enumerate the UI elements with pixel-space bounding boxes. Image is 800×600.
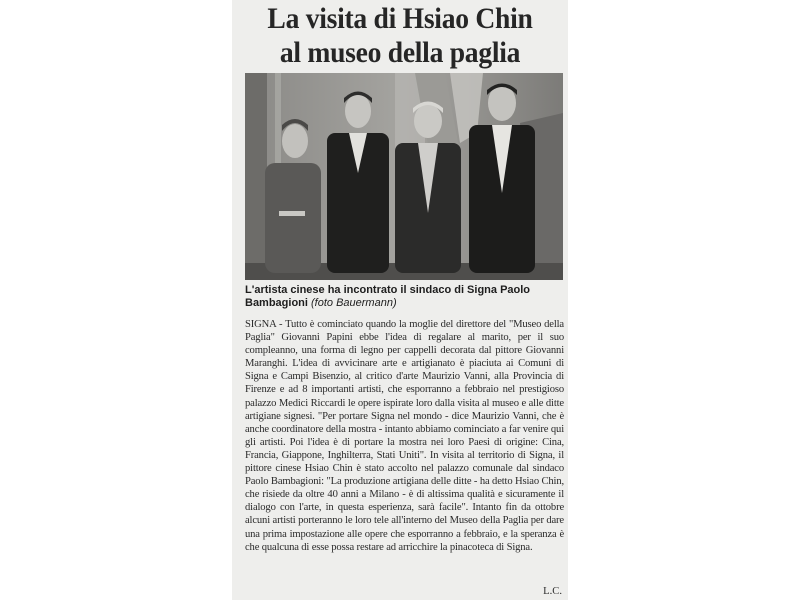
group-photo-four-men-icon — [245, 73, 563, 280]
group-photo — [245, 73, 563, 280]
author-initials: L.C. — [543, 586, 562, 597]
caption-text: L'artista cinese ha incontrato il sindaco di Signa Paolo Bambagioni — [245, 284, 531, 309]
headline-line-1: La visita di Hsiao Chin — [267, 2, 533, 35]
newspaper-clipping — [232, 0, 568, 600]
headline — [245, 2, 554, 70]
photo-credit: (foto Bauermann) — [311, 297, 397, 309]
photo-caption — [245, 284, 565, 310]
headline-line-2: al museo della paglia — [279, 36, 521, 69]
article-body: SIGNA - Tutto è cominciato quando la moglie del direttore del "Museo della Paglia" Giovanni Papini ebbe l'idea di regalare al marito, per il suo compleanno, una forma di legno per cappelli decorata dal pittore Giovanni Maranghi. L'idea di avvicinare arte e artigianato è piaciuta ai Comuni di Signa e Campi Bisenzio, al critico d'arte Maurizio Vanni, alla Provincia di Firenze e ad 8 importanti artisti, che esporranno a febbraio nel prestigioso palazzo Medici Riccardi le opere ispirate loro dalla visita al museo e alle ditte artigiane signesi. "Per portare Signa nel mondo - dice Maurizio Vanni, che è anche coordinatore della mostra - intanto abbiamo cominciato a far venire qui gli artisti. Poi l'idea è di portare la mostra nei loro Paesi di origine: Cina, Francia, Giappone, Inghilterra, Stati Uniti". In visita al territorio di Signa, il pittore cinese Hsiao Chin è stato accolto nel palazzo comunale dal sindaco Paolo Bambagioni: "La produzione artigiana delle ditte - ha detto Hsiao Chin, che risiede da oltre 40 anni a Milano - è di altissima qualità e sicuramente il dialogo con l'arte, in questa esperienza, sarà facile". Intanto fin da ottobre alcuni artisti porteranno le loro tele all'interno del Museo della Paglia per dare una prima impostazione alle opere che esporranno a febbraio, e la speranza è che qualcuna di esse possa restare ad arricchire la pinacoteca di Signa. — [245, 319, 564, 553]
